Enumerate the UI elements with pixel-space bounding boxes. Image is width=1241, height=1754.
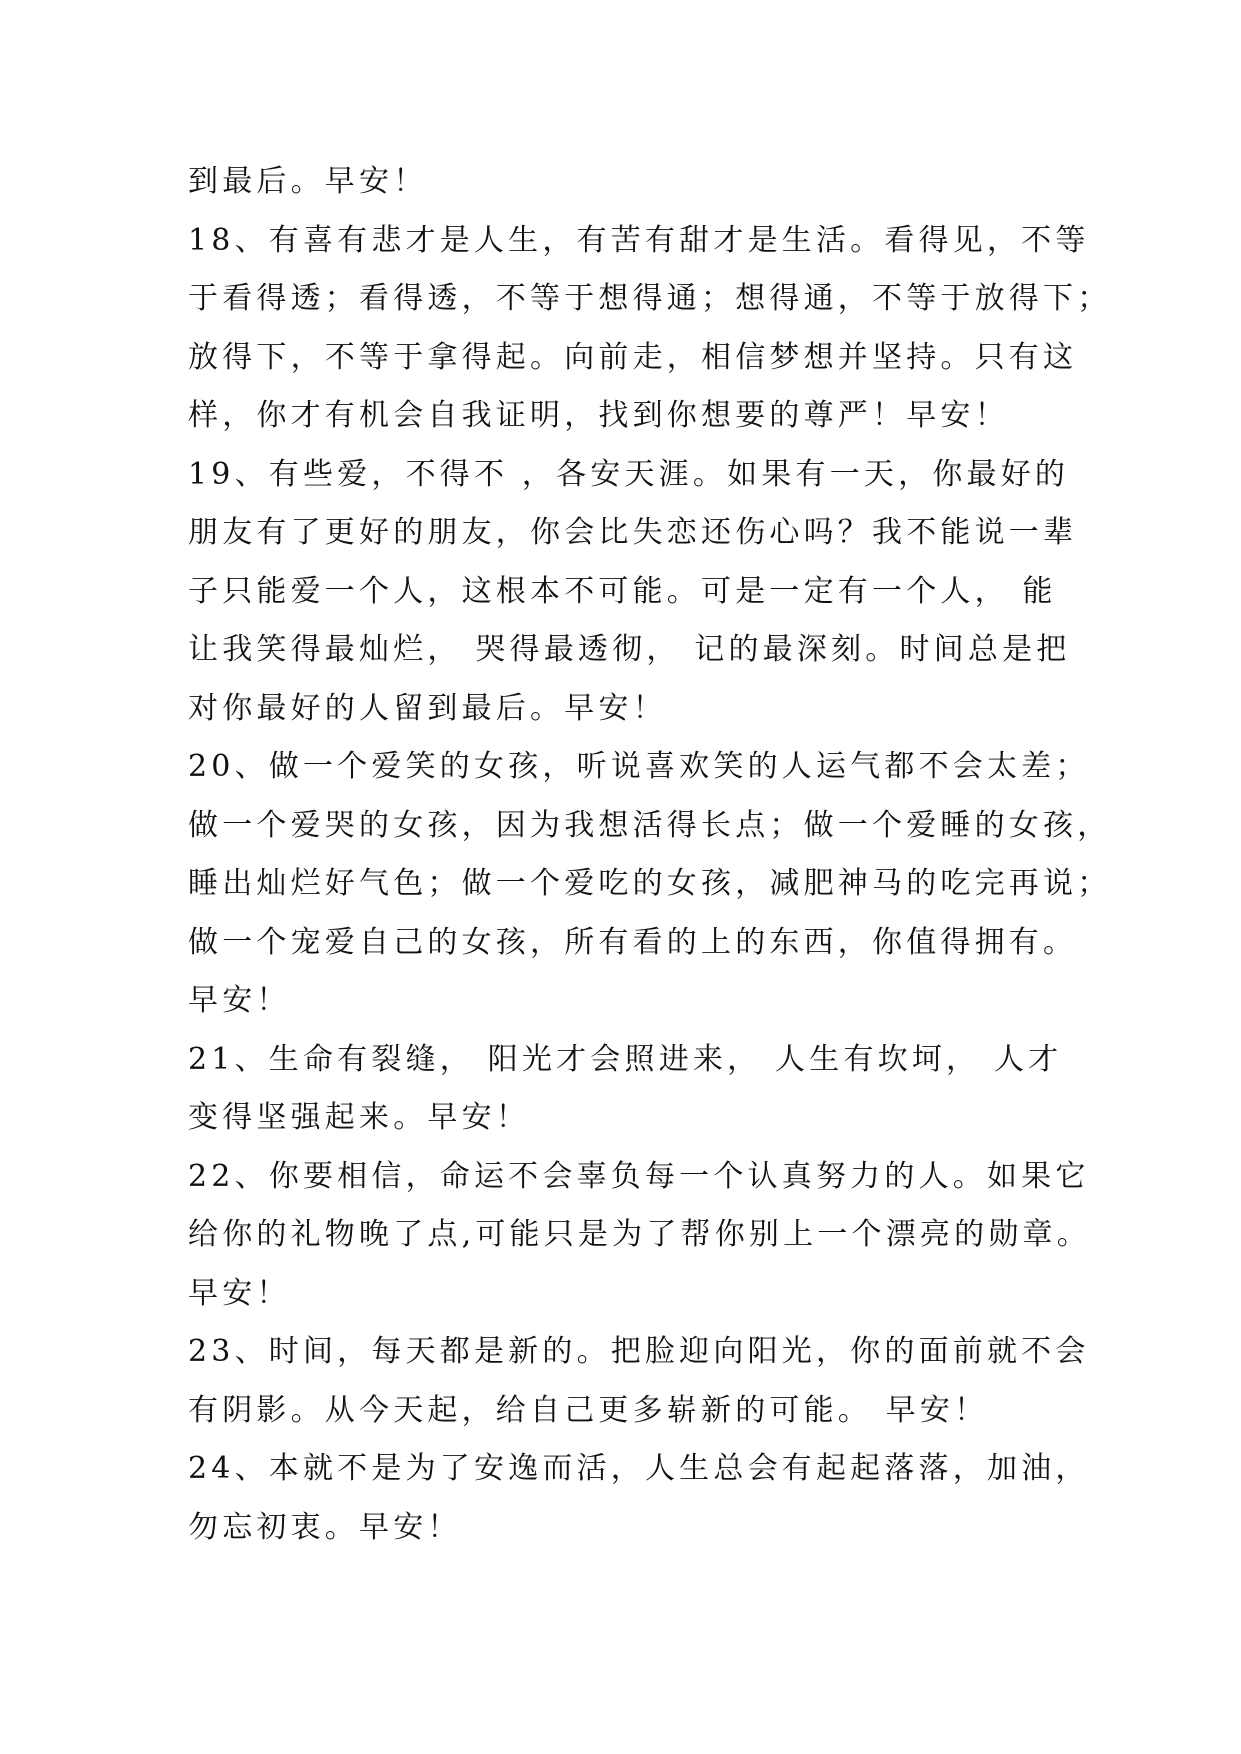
text-line: 勿忘初衷。早安！	[188, 1509, 462, 1545]
text-line: 24、本就不是为了安逸而活，人生总会有起起落落，加油，	[188, 1451, 1090, 1486]
text-line: 有阴影。从今天起，给自己更多崭新的可能。 早安！	[188, 1392, 989, 1428]
text-line: 18、有喜有悲才是人生，有苦有甜才是生活。看得见，不等	[188, 222, 1090, 258]
text-line: 朋友有了更好的朋友，你会比失恋还伤心吗？我不能说一辈	[188, 515, 1078, 550]
text-line: 20、做一个爱笑的女孩，听说喜欢笑的人运气都不会太差；	[188, 749, 1090, 784]
text-line: 22、你要相信，命运不会辜负每一个认真努力的人。如果它	[188, 1158, 1090, 1194]
text-line: 变得坚强起来。早安！	[188, 1100, 530, 1135]
text-line: 让我笑得最灿烂， 哭得最透彻， 记的最深刻。时间总是把	[188, 632, 1071, 667]
text-line: 样，你才有机会自我证明，找到你想要的尊严！早安！	[188, 398, 1009, 433]
text-line: 放得下，不等于拿得起。向前走，相信梦想并坚持。只有这	[188, 339, 1078, 375]
text-line: 对你最好的人留到最后。早安！	[188, 690, 667, 726]
text-line: 给你的礼物晚了点,可能只是为了帮你别上一个漂亮的勋章。	[188, 1217, 1091, 1252]
text-line: 做一个爱哭的女孩，因为我想活得长点；做一个爱睡的女孩，	[188, 807, 1112, 843]
text-line: 早安！	[188, 983, 291, 1018]
body-text	[188, 153, 1112, 1557]
text-line: 21、生命有裂缝， 阳光才会照进来， 人生有坎坷， 人才	[188, 1041, 1063, 1077]
text-line: 早安！	[188, 1275, 291, 1311]
text-line: 23、时间，每天都是新的。把脸迎向阳光，你的面前就不会	[188, 1334, 1090, 1369]
text-line: 子只能爱一个人，这根本不可能。可是一定有一个人， 能	[188, 573, 1057, 609]
text-line: 到最后。早安！	[188, 164, 428, 199]
text-line: 19、有些爱，不得不 ，各安天涯。如果有一天，你最好的	[188, 456, 1070, 492]
text-line: 做一个宠爱自己的女孩，所有看的上的东西，你值得拥有。	[188, 924, 1078, 960]
text-line: 于看得透；看得透，不等于想得通；想得通，不等于放得下；	[188, 281, 1112, 316]
text-line: 睡出灿烂好气色；做一个爱吃的女孩，减肥神马的吃完再说；	[188, 866, 1112, 901]
